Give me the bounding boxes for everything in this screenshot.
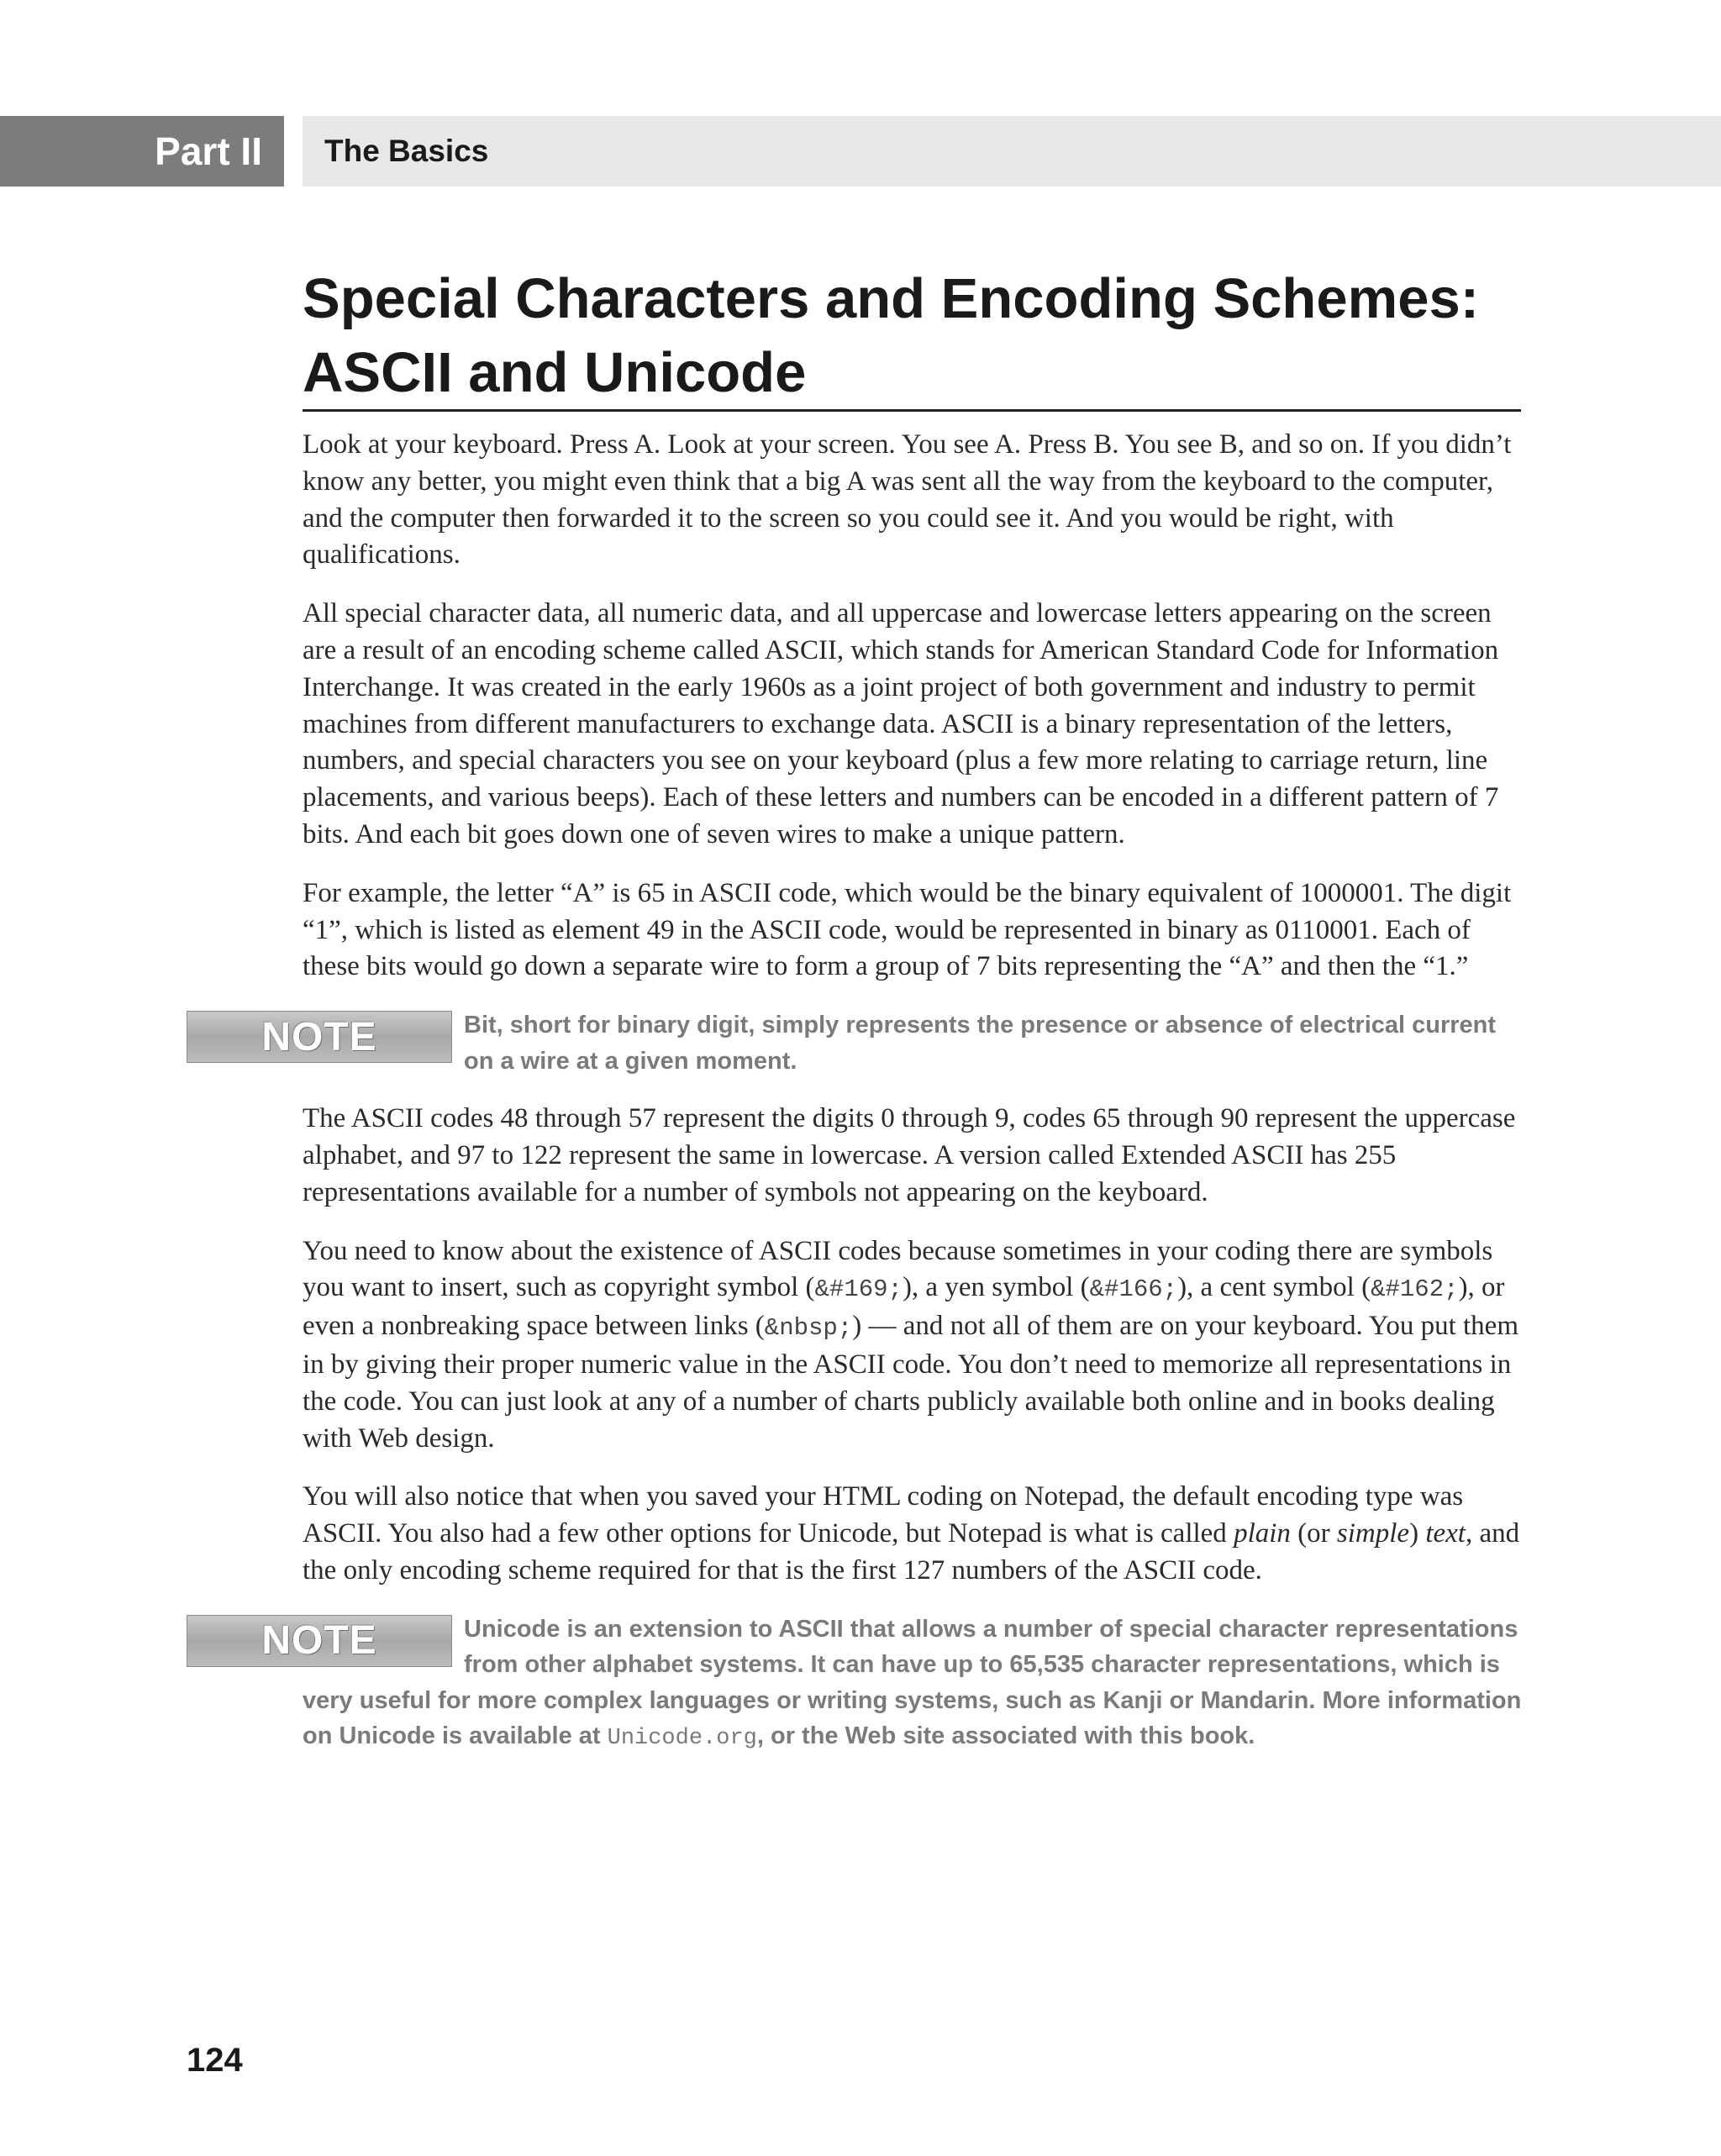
unicode-link: Unicode.org bbox=[607, 1726, 757, 1752]
paragraph-5: You need to know about the existence of ASCII codes because sometimes in your coding there are symbols you want to insert, such as copyright symbol (&#169;), a yen symbol (&#166;), a cent symbol (&#162;), or even a nonbreaking space between links (&nbsp;) — and not all of them are on your keyboard. You put them in by giving their proper numeric value in the ASCII code. You don’t need to memorize all representations in the code. You can just look at any of a number of charts publicly available both online and in books dealing with Web design. bbox=[303, 1235, 1518, 1454]
part-label: Part II bbox=[155, 129, 262, 173]
page-number: 124 bbox=[187, 2042, 243, 2079]
title-divider bbox=[303, 409, 1521, 412]
body-text bbox=[261, 427, 1524, 1779]
page-title bbox=[303, 262, 1521, 410]
paragraph-1: Look at your keyboard. Press A. Look at your screen. You see A. Press B. You see B, and so on. If you didn’t know any better, you might even think that a big A was sent all the way from the keyboard to the computer, and the computer then forwarded it to the screen so you could see it. And you would be right, with qualifications. bbox=[303, 429, 1512, 571]
note-box-unicode: NOTE Unicode is an extension to ASCII that allows a number of special character representations from other alphabet systems. It can have up to 65,535 character representations, which is very useful for more complex languages or writing systems, such as Kanji or Mandarin. More information on Unicode is available at Unicode.org, or the Web site associated with this book. bbox=[303, 1612, 1524, 1757]
code-yen: &#166; bbox=[1089, 1275, 1178, 1304]
code-nbsp: &nbsp; bbox=[764, 1314, 853, 1343]
title-line-1: Special Characters and Encoding Schemes: bbox=[303, 267, 1480, 330]
paragraph-2: All special character data, all numeric data, and all uppercase and lowercase letters appearing on the screen are a result of an encoding scheme called ASCII, which stands for American Standard Code for Information Interchange. It was created in the early 1960s as a joint project of both government and industry to permit machines from different manufacturers to exchange data. ASCII is a binary representation of the letters, numbers, and special characters you see on your keyboard (plus a few more relating to carriage return, line placements, and various beeps). Each of these letters and numbers can be encoded in a different pattern of 7 bits. And each bit goes down one of seven wires to make a unique pattern. bbox=[303, 598, 1499, 849]
note-badge-label: NOTE bbox=[261, 1014, 377, 1060]
part-label-tab bbox=[0, 116, 284, 187]
section-title: The Basics bbox=[324, 134, 489, 168]
note-text: Bit, short for binary digit, simply represents the presence or absence of electrical current on a wire at a given moment. bbox=[464, 1012, 1497, 1075]
code-copyright: &#169; bbox=[814, 1275, 903, 1304]
note-box-bit bbox=[261, 1007, 1524, 1079]
note-badge bbox=[187, 1011, 452, 1063]
paragraph-3: For example, the letter “A” is 65 in ASCII code, which would be the binary equivalent of 1000001. The digit “1”, which is listed as element 49 in the ASCII code, would be represented in binary as 0110001. Each of these bits would go down a separate wire to form a group of 7 bits representing the “A” and then the “1.” bbox=[303, 877, 1512, 982]
code-cent: &#162; bbox=[1371, 1275, 1459, 1304]
title-line-2: ASCII and Unicode bbox=[303, 341, 807, 404]
note-text: Unicode is an extension to ASCII that allows a number of special character representations from other alphabet systems. It can have up to 65,535 character representations, which is very useful for more complex languages or writing systems, such as Kanji or Mandarin. More information on Unicode is available at bbox=[303, 1615, 1522, 1750]
note-badge bbox=[187, 1615, 452, 1667]
note-badge-label: NOTE bbox=[261, 1618, 377, 1664]
paragraph-4: The ASCII codes 48 through 57 represent the digits 0 through 9, codes 65 through 90 represent the uppercase alphabet, and 97 to 122 represent the same in lowercase. A version called Extended ASCII has 255 representations available for a number of symbols not appearing on the keyboard. bbox=[303, 1103, 1516, 1207]
paragraph-6: You will also notice that when you saved your HTML coding on Notepad, the default encoding type was ASCII. You also had a few other options for Unicode, but Notepad is what is called plain (or simple) text, and the only encoding scheme required for that is the first 127 numbers of the ASCII code. bbox=[303, 1481, 1520, 1585]
running-header bbox=[303, 116, 1721, 187]
